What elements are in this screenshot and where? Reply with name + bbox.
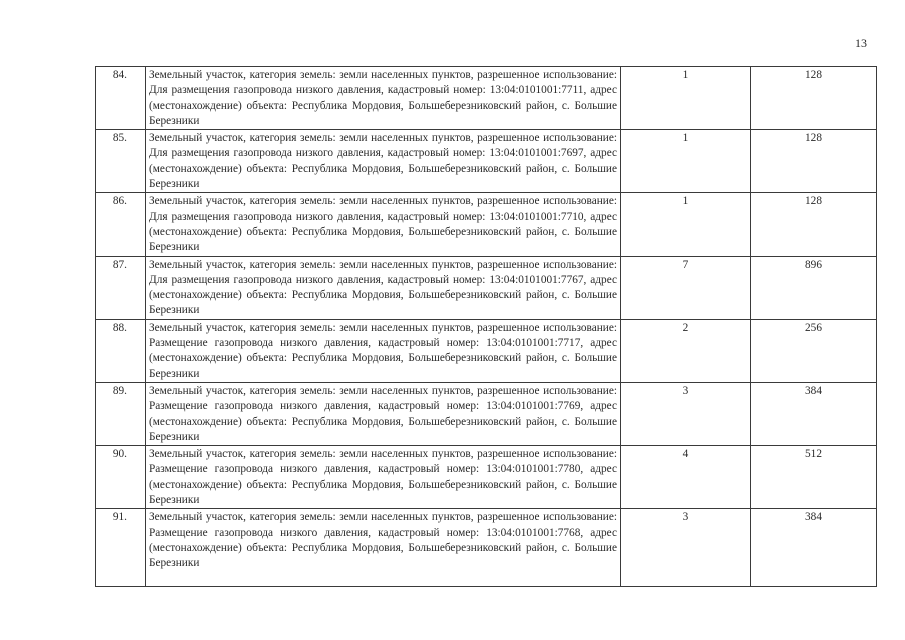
- row-description: Земельный участок, категория земель: земли населенных пунктов, разрешенное использование: Для размещения газопровода низкого давления, кадастровый номер: 13:04:0101001:7767, адрес (местонахождение) объекта: Республика Мордовия, Большеберезниковский район, с. Большие Березники: [146, 256, 621, 319]
- row-description: Земельный участок, категория земель: земли населенных пунктов, разрешенное использование: Размещение газопровода низкого давления, кадастровый номер: 13:04:0101001:7768, адрес (местонахождение) объекта: Республика Мордовия, Большеберезниковский район, с. Большие Березники: [146, 509, 621, 587]
- table-row: [96, 67, 877, 130]
- row-number: 85.: [96, 130, 146, 193]
- row-description: Земельный участок, категория земель: земли населенных пунктов, разрешенное использование: Для размещения газопровода низкого давления, кадастровый номер: 13:04:0101001:7710, адрес (местонахождение) объекта: Республика Мордовия, Большеберезниковский район, с. Большие Березники: [146, 193, 621, 256]
- row-quantity: 2: [621, 319, 751, 382]
- row-number: 84.: [96, 67, 146, 130]
- row-area: 128: [751, 67, 877, 130]
- row-number: 88.: [96, 319, 146, 382]
- row-area: 384: [751, 509, 877, 587]
- row-area: 896: [751, 256, 877, 319]
- table-row: [96, 382, 877, 445]
- row-area: 256: [751, 319, 877, 382]
- table-row: [96, 509, 877, 587]
- row-area: 128: [751, 193, 877, 256]
- row-area: 128: [751, 130, 877, 193]
- row-quantity: 1: [621, 193, 751, 256]
- row-description: Земельный участок, категория земель: земли населенных пунктов, разрешенное использование: Для размещения газопровода низкого давления, кадастровый номер: 13:04:0101001:7697, адрес (местонахождение) объекта: Республика Мордовия, Большеберезниковский район, с. Большие Березники: [146, 130, 621, 193]
- row-description: Земельный участок, категория земель: земли населенных пунктов, разрешенное использование: Размещение газопровода низкого давления, кадастровый номер: 13:04:0101001:7717, адрес (местонахождение) объекта: Республика Мордовия, Большеберезниковский район, с. Большие Березники: [146, 319, 621, 382]
- row-quantity: 1: [621, 67, 751, 130]
- row-quantity: 1: [621, 130, 751, 193]
- table-row: [96, 193, 877, 256]
- row-quantity: 3: [621, 382, 751, 445]
- row-number: 89.: [96, 382, 146, 445]
- row-area: 512: [751, 446, 877, 509]
- row-quantity: 4: [621, 446, 751, 509]
- table-row: [96, 319, 877, 382]
- row-description: Земельный участок, категория земель: земли населенных пунктов, разрешенное использование: Размещение газопровода низкого давления, кадастровый номер: 13:04:0101001:7769, адрес (местонахождение) объекта: Республика Мордовия, Большеберезниковский район, с. Большие Березники: [146, 382, 621, 445]
- table-row: [96, 256, 877, 319]
- row-number: 91.: [96, 509, 146, 587]
- row-description: Земельный участок, категория земель: земли населенных пунктов, разрешенное использование: Размещение газопровода низкого давления, кадастровый номер: 13:04:0101001:7780, адрес (местонахождение) объекта: Республика Мордовия, Большеберезниковский район, с. Большие Березники: [146, 446, 621, 509]
- row-quantity: 7: [621, 256, 751, 319]
- table-row: [96, 130, 877, 193]
- row-number: 86.: [96, 193, 146, 256]
- row-quantity: 3: [621, 509, 751, 587]
- row-description: Земельный участок, категория земель: земли населенных пунктов, разрешенное использование: Для размещения газопровода низкого давления, кадастровый номер: 13:04:0101001:7711, адрес (местонахождение) объекта: Республика Мордовия, Большеберезниковский район, с. Большие Березники: [146, 67, 621, 130]
- row-number: 90.: [96, 446, 146, 509]
- row-area: 384: [751, 382, 877, 445]
- land-plots-table: [95, 66, 877, 587]
- row-number: 87.: [96, 256, 146, 319]
- page-number: 13: [855, 36, 867, 50]
- table-row: [96, 446, 877, 509]
